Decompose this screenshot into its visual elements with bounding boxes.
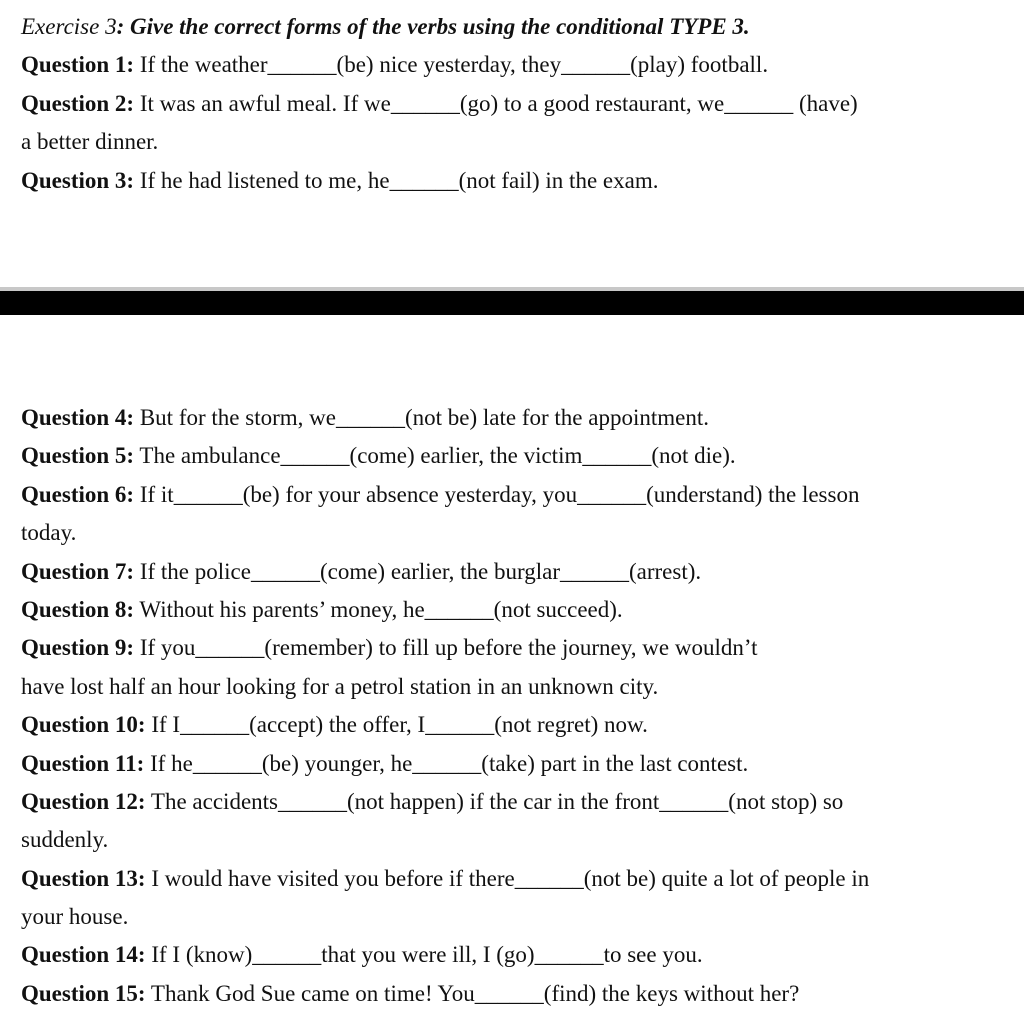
question-text: But for the storm, we______(not be) late for the appointment.	[134, 405, 709, 430]
question-text: I would have visited you before if there______(not be) quite a lot of people in	[145, 865, 870, 891]
question-text: If he had listened to me, he______(not fail) in the exam.	[134, 167, 659, 193]
question-text: Without his parents’ money, he______(not succeed).	[134, 596, 623, 622]
question-text: It was an awful meal. If we______(go) to a good restaurant, we______ (have)	[134, 90, 858, 116]
question-label: Question 13:	[21, 865, 146, 891]
question-label: Question 14:	[21, 942, 146, 968]
question-text: The accidents______(not happen) if the car in the front______(not stop) so	[145, 788, 844, 814]
question-text: If I (know)______that you were ill, I (go)______to see you.	[145, 942, 703, 968]
question-line	[0, 85, 1024, 123]
question-label: Question 10:	[21, 712, 146, 738]
exercise-bottom-section	[0, 399, 1024, 1013]
page-break-divider	[0, 291, 1024, 315]
question-continuation-line	[0, 898, 1024, 936]
question-text: If the police______(come) earlier, the burglar______(arrest).	[134, 558, 702, 584]
question-line	[0, 706, 1024, 744]
question-line	[0, 437, 1024, 475]
question-label: Question 7:	[21, 558, 135, 584]
question-line	[0, 162, 1024, 200]
question-line	[0, 553, 1024, 591]
question-continuation-line	[0, 821, 1024, 859]
question-label: Question 15:	[21, 980, 146, 1006]
question-text: If it______(be) for your absence yesterday, you______(understand) the lesson	[134, 481, 860, 507]
exercise-title-rest: : Give the correct forms of the verbs using the conditional TYPE 3.	[116, 14, 750, 39]
question-continuation-line	[0, 668, 1024, 706]
question-line	[0, 783, 1024, 821]
question-label: Question 1:	[21, 52, 135, 78]
question-line	[0, 975, 1024, 1013]
question-text: Thank God Sue came on time! You______(find) the keys without her?	[145, 980, 800, 1006]
question-text: If you______(remember) to fill up before the journey, we wouldn’t	[134, 635, 758, 661]
question-label: Question 6:	[21, 481, 135, 507]
question-line	[0, 476, 1024, 514]
question-line	[0, 629, 1024, 667]
question-text: your house.	[21, 904, 129, 930]
question-line	[0, 745, 1024, 783]
question-list-top	[0, 46, 1024, 200]
question-text: If the weather______(be) nice yesterday, they______(play) football.	[134, 52, 769, 78]
question-text: If he______(be) younger, he______(take) part in the last contest.	[144, 750, 749, 776]
question-text: have lost half an hour looking for a petrol station in an unknown city.	[21, 673, 659, 699]
question-label: Question 4:	[21, 405, 135, 430]
question-line	[0, 46, 1024, 84]
question-text: today.	[21, 520, 77, 546]
question-label: Question 5:	[21, 443, 135, 469]
question-text: a better dinner.	[21, 129, 159, 155]
question-label: Question 8:	[21, 596, 135, 622]
question-label: Question 12:	[21, 788, 146, 814]
exercise-top-section	[0, 8, 1024, 200]
question-list-bottom	[0, 399, 1024, 1013]
question-label: Question 9:	[21, 635, 135, 661]
question-label: Question 3:	[21, 167, 135, 193]
question-line	[0, 399, 1024, 437]
question-line	[0, 936, 1024, 974]
question-text: The ambulance______(come) earlier, the victim______(not die).	[134, 443, 736, 469]
question-line	[0, 860, 1024, 898]
question-label: Question 11:	[21, 750, 145, 776]
question-label: Question 2:	[21, 90, 135, 116]
exercise-title-prefix: Exercise 3	[21, 14, 117, 39]
question-text: suddenly.	[21, 827, 109, 853]
exercise-title	[0, 8, 1024, 46]
question-text: If I______(accept) the offer, I______(not regret) now.	[145, 712, 648, 738]
question-continuation-line	[0, 514, 1024, 552]
question-line	[0, 591, 1024, 629]
question-continuation-line	[0, 123, 1024, 161]
